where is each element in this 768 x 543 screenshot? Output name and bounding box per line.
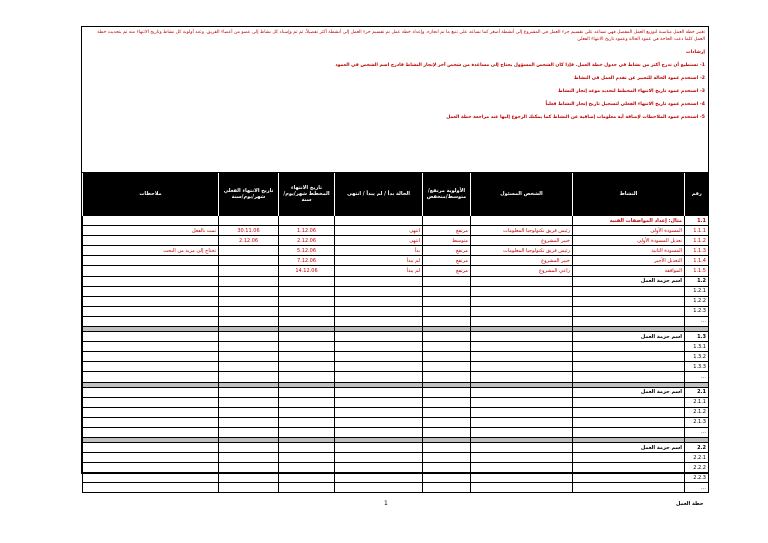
- col-header-notes: ملاحظات: [83, 173, 219, 216]
- cell-task: [573, 397, 685, 407]
- cell-planned: 14.12.06: [279, 266, 335, 276]
- table-row: [83, 417, 709, 427]
- cell-task: [573, 296, 685, 306]
- cell-task: مثال: إعداد المواصفات الفنية: [573, 216, 685, 226]
- cell-status: [335, 427, 423, 437]
- cell-planned: [279, 352, 335, 362]
- cell-owner: [471, 286, 573, 296]
- cell-task: [573, 342, 685, 352]
- cell-status: [335, 407, 423, 417]
- cell-status: [335, 397, 423, 407]
- cell-status: [335, 417, 423, 427]
- cell-notes: [83, 256, 219, 266]
- cell-actual: [219, 246, 279, 256]
- cell-num: …: [685, 427, 709, 437]
- cell-priority: [423, 306, 471, 316]
- table-row: [83, 362, 709, 372]
- cell-priority: [423, 397, 471, 407]
- cell-num: 2.2.2: [685, 463, 709, 473]
- cell-owner: [471, 453, 573, 463]
- cell-num: 2.1: [685, 387, 709, 397]
- cell-planned: [279, 306, 335, 316]
- cell-task: [573, 473, 685, 483]
- cell-owner: [471, 387, 573, 397]
- cell-actual: [219, 463, 279, 473]
- cell-actual: [219, 256, 279, 266]
- cell-planned: [279, 276, 335, 286]
- cell-num: 1.1.5: [685, 266, 709, 276]
- cell-notes: [83, 276, 219, 286]
- cell-actual: [219, 473, 279, 483]
- cell-task: [573, 417, 685, 427]
- cell-actual: [219, 216, 279, 226]
- cell-notes: [83, 397, 219, 407]
- cell-notes: [83, 427, 219, 437]
- cell-task: المسودة الثانية: [573, 246, 685, 256]
- cell-num: 2.2.3: [685, 473, 709, 483]
- cell-task: [573, 407, 685, 417]
- cell-num: 1.1.1: [685, 226, 709, 236]
- cell-planned: [279, 372, 335, 382]
- cell-task: اسم حزمة العمل: [573, 387, 685, 397]
- table-row: [83, 483, 709, 493]
- table-row: [83, 397, 709, 407]
- cell-status: [335, 453, 423, 463]
- cell-status: [335, 306, 423, 316]
- cell-num: 1.2: [685, 276, 709, 286]
- cell-priority: [423, 342, 471, 352]
- cell-num: …: [685, 483, 709, 493]
- col-header-owner: الشخص المسئول: [471, 173, 573, 216]
- cell-task: اسم حزمة العمل: [573, 442, 685, 452]
- cell-num: 1.3.2: [685, 352, 709, 362]
- cell-status: [335, 342, 423, 352]
- cell-task: [573, 286, 685, 296]
- cell-task: اسم حزمة العمل: [573, 332, 685, 342]
- cell-planned: [279, 216, 335, 226]
- cell-priority: [423, 463, 471, 473]
- cell-actual: [219, 266, 279, 276]
- cell-status: [335, 372, 423, 382]
- cell-priority: [423, 372, 471, 382]
- cell-planned: 1.12.06: [279, 226, 335, 236]
- cell-priority: [423, 216, 471, 226]
- table-row: [83, 286, 709, 296]
- cell-status: [335, 296, 423, 306]
- cell-actual: [219, 417, 279, 427]
- cell-priority: [423, 453, 471, 463]
- cell-notes: [83, 463, 219, 473]
- cell-owner: [471, 216, 573, 226]
- cell-status: لم يبدأ: [335, 266, 423, 276]
- cell-priority: مرتفع: [423, 246, 471, 256]
- table-row: [83, 226, 709, 236]
- cell-num: 1.1.2: [685, 236, 709, 246]
- cell-status: انتهى: [335, 226, 423, 236]
- cell-planned: [279, 342, 335, 352]
- cell-actual: [219, 352, 279, 362]
- table-row: [83, 473, 709, 483]
- cell-actual: [219, 387, 279, 397]
- cell-priority: [423, 442, 471, 452]
- cell-status: [335, 216, 423, 226]
- work-package-row: [83, 216, 709, 226]
- cell-notes: [83, 483, 219, 493]
- cell-priority: [423, 473, 471, 483]
- cell-actual: [219, 306, 279, 316]
- cell-status: [335, 352, 423, 362]
- cell-owner: [471, 276, 573, 286]
- cell-planned: [279, 332, 335, 342]
- cell-priority: مرتفع: [423, 256, 471, 266]
- cell-task: الموافقة: [573, 266, 685, 276]
- cell-priority: [423, 387, 471, 397]
- cell-actual: 2.12.06: [219, 236, 279, 246]
- cell-notes: [83, 332, 219, 342]
- table-row: [83, 427, 709, 437]
- cell-notes: [83, 306, 219, 316]
- table-row: [83, 407, 709, 417]
- cell-notes: [83, 453, 219, 463]
- cell-actual: [219, 427, 279, 437]
- cell-planned: [279, 427, 335, 437]
- cell-planned: [279, 286, 335, 296]
- table-row: [83, 352, 709, 362]
- instruction-item: 5- استخدم عمود الملاحظات لإضافة أية معلومات إضافية عن النشاط كما يمكنك الرجوع إليها عند مراجعة خطة العمل: [446, 115, 705, 120]
- cell-actual: [219, 372, 279, 382]
- cell-status: [335, 463, 423, 473]
- cell-status: [335, 387, 423, 397]
- cell-planned: [279, 362, 335, 372]
- cell-task: [573, 306, 685, 316]
- cell-priority: [423, 407, 471, 417]
- instruction-item: 3- استخدم عمود تاريخ الانتهاء المخطط لتحديد موعد إنجاز النشاط: [558, 89, 705, 94]
- cell-status: [335, 332, 423, 342]
- cell-owner: [471, 427, 573, 437]
- table-row: [83, 256, 709, 266]
- cell-notes: [83, 266, 219, 276]
- cell-owner: [471, 316, 573, 326]
- cell-planned: [279, 463, 335, 473]
- col-header-planned-date: تاريخ الانتهاء المخطط شهر/يوم/سنة: [279, 173, 335, 216]
- cell-planned: [279, 417, 335, 427]
- cell-notes: [83, 296, 219, 306]
- instruction-note: إرشادات: [685, 50, 705, 55]
- cell-priority: [423, 332, 471, 342]
- cell-status: [335, 276, 423, 286]
- cell-owner: رئيس فريق تكنولوجيا المعلومات: [471, 226, 573, 236]
- cell-task: [573, 316, 685, 326]
- cell-planned: [279, 387, 335, 397]
- cell-planned: [279, 316, 335, 326]
- cell-notes: [83, 372, 219, 382]
- cell-num: 2.1.3: [685, 417, 709, 427]
- work-plan-sheet: [81, 26, 709, 491]
- cell-priority: [423, 483, 471, 493]
- cell-priority: [423, 316, 471, 326]
- cell-priority: [423, 417, 471, 427]
- table-row: [83, 246, 709, 256]
- table-row: [83, 342, 709, 352]
- cell-num: 1.3.3: [685, 362, 709, 372]
- table-row: [83, 463, 709, 473]
- cell-status: انتهى: [335, 236, 423, 246]
- col-header-priority: الأولوية مرتفع/متوسط/منخفض: [423, 173, 471, 216]
- instruction-item: 1- تستطيع أن تدرج أكثر من نشاط في جدول خطة العمل. فإذا كان الشخص المسؤول يحتاج إلى مساعدة من شخص آخر لإنجاز النشاط فادرج اسم الشخص في العمود: [335, 63, 705, 68]
- cell-planned: [279, 483, 335, 493]
- cell-num: …: [685, 372, 709, 382]
- cell-owner: [471, 362, 573, 372]
- cell-actual: [219, 407, 279, 417]
- cell-notes: تمت بالفعل: [83, 226, 219, 236]
- cell-status: [335, 286, 423, 296]
- cell-actual: [219, 286, 279, 296]
- cell-actual: [219, 397, 279, 407]
- work-package-row: [83, 332, 709, 342]
- cell-num: 1.3: [685, 332, 709, 342]
- cell-priority: مرتفع: [423, 226, 471, 236]
- cell-notes: [83, 286, 219, 296]
- cell-num: 2.2: [685, 442, 709, 452]
- cell-owner: [471, 352, 573, 362]
- cell-actual: [219, 342, 279, 352]
- cell-priority: مرتفع: [423, 266, 471, 276]
- cell-planned: [279, 453, 335, 463]
- cell-notes: [83, 316, 219, 326]
- cell-owner: [471, 306, 573, 316]
- cell-task: التعديل الأخير: [573, 256, 685, 266]
- cell-task: [573, 453, 685, 463]
- cell-task: [573, 483, 685, 493]
- cell-priority: متوسط: [423, 236, 471, 246]
- cell-notes: [83, 387, 219, 397]
- cell-priority: [423, 276, 471, 286]
- cell-priority: [423, 362, 471, 372]
- cell-owner: [471, 296, 573, 306]
- cell-task: [573, 352, 685, 362]
- cell-priority: [423, 427, 471, 437]
- work-package-row: [83, 276, 709, 286]
- cell-planned: [279, 407, 335, 417]
- cell-owner: [471, 483, 573, 493]
- table-header-row: [83, 173, 709, 216]
- cell-owner: [471, 332, 573, 342]
- cell-num: 1.2.3: [685, 306, 709, 316]
- cell-status: [335, 442, 423, 452]
- cell-priority: [423, 296, 471, 306]
- cell-owner: [471, 372, 573, 382]
- work-plan-table: [82, 173, 709, 493]
- cell-status: [335, 362, 423, 372]
- cell-notes: [83, 352, 219, 362]
- cell-status: [335, 483, 423, 493]
- cell-notes: [83, 216, 219, 226]
- cell-owner: [471, 463, 573, 473]
- cell-actual: [219, 296, 279, 306]
- cell-num: 2.1.1: [685, 397, 709, 407]
- cell-notes: [83, 236, 219, 246]
- cell-num: 2.1.2: [685, 407, 709, 417]
- cell-notes: [83, 442, 219, 452]
- cell-planned: 5.12.06: [279, 246, 335, 256]
- cell-notes: [83, 417, 219, 427]
- cell-num: 2.2.1: [685, 453, 709, 463]
- cell-task: اسم حزمة العمل: [573, 276, 685, 286]
- table-row: [83, 306, 709, 316]
- cell-actual: [219, 332, 279, 342]
- cell-planned: [279, 397, 335, 407]
- col-header-num: رقم: [685, 173, 709, 216]
- cell-status: [335, 473, 423, 483]
- instructions-box: [82, 27, 708, 173]
- col-header-status: الحالة بدأ / لم يبدأ / انتهى: [335, 173, 423, 216]
- cell-planned: [279, 442, 335, 452]
- instruction-item: 2- استخدم عمود الحالة للتعبير عن تقدم العمل في النشاط: [573, 76, 705, 81]
- cell-task: [573, 362, 685, 372]
- page-number: 1: [384, 500, 388, 507]
- cell-owner: [471, 473, 573, 483]
- cell-owner: رئيس فريق تكنولوجيا المعلومات: [471, 246, 573, 256]
- cell-owner: راعي المشروع: [471, 266, 573, 276]
- instruction-intro: تعتبر خطة العمل مناسبة لتوزيع العمل المفصل فهي تساعد على تقسيم جزء العمل في المشروع إلى أنشطة أصغر كما تساعد على تتبع ما تم انجازه. وإعداد خطة عمل تم تقسيم جزء العمل إلى أنشطة أكثر تفصيلاً، ثم تم وإسناد كل نشاط إلى عضو من أعضاء الفريق. وعند أولوية كل نشاط وتاريخ الانتهاء منه ثم بتحديث خطة العمل كلما دعت الحاجة في عمود الحالة وعمود تاريخ الانتهاء الفعلي: [97, 30, 705, 42]
- cell-actual: [219, 276, 279, 286]
- cell-actual: [219, 316, 279, 326]
- cell-task: المسودة الأولى: [573, 226, 685, 236]
- col-header-task: النشاط: [573, 173, 685, 216]
- table-row: [83, 296, 709, 306]
- work-package-row: [83, 387, 709, 397]
- cell-task: [573, 463, 685, 473]
- cell-owner: [471, 407, 573, 417]
- cell-owner: [471, 417, 573, 427]
- cell-status: [335, 316, 423, 326]
- cell-owner: خبير المشروع: [471, 236, 573, 246]
- cell-status: لم يبدأ: [335, 256, 423, 266]
- cell-actual: [219, 453, 279, 463]
- cell-task: [573, 372, 685, 382]
- cell-actual: [219, 362, 279, 372]
- cell-notes: [83, 362, 219, 372]
- cell-notes: [83, 342, 219, 352]
- cell-num: 1.1.3: [685, 246, 709, 256]
- cell-priority: [423, 352, 471, 362]
- cell-task: تعديل المسودة الأولى: [573, 236, 685, 246]
- cell-planned: [279, 296, 335, 306]
- col-header-actual-date: تاريخ الانتهاء الفعلي شهر/يوم/سنة: [219, 173, 279, 216]
- table-row: [83, 372, 709, 382]
- cell-num: 1.3.1: [685, 342, 709, 352]
- cell-owner: خبير المشروع: [471, 256, 573, 266]
- cell-num: 1.2.1: [685, 286, 709, 296]
- cell-priority: [423, 286, 471, 296]
- table-row: [83, 316, 709, 326]
- cell-planned: 2.12.06: [279, 236, 335, 246]
- cell-num: 1.1.4: [685, 256, 709, 266]
- footer-title: خطة العمل: [676, 501, 704, 507]
- cell-task: [573, 427, 685, 437]
- table-row: [83, 266, 709, 276]
- cell-notes: [83, 473, 219, 483]
- cell-owner: [471, 442, 573, 452]
- cell-actual: 30.11.06: [219, 226, 279, 236]
- cell-num: 1.1: [685, 216, 709, 226]
- cell-planned: [279, 473, 335, 483]
- instruction-item: 4- استخدم عمود تاريخ الانتهاء الفعلي لتسجيل تاريخ إنجاز النشاط فعلياً: [545, 102, 705, 107]
- cell-actual: [219, 483, 279, 493]
- cell-notes: [83, 407, 219, 417]
- cell-owner: [471, 397, 573, 407]
- cell-status: بدأ: [335, 246, 423, 256]
- cell-notes: تحتاج إلى مزيد من البحث: [83, 246, 219, 256]
- work-package-row: [83, 442, 709, 452]
- table-row: [83, 236, 709, 246]
- cell-num: …: [685, 316, 709, 326]
- cell-actual: [219, 442, 279, 452]
- table-row: [83, 453, 709, 463]
- cell-num: 1.2.2: [685, 296, 709, 306]
- cell-planned: 7.12.06: [279, 256, 335, 266]
- cell-owner: [471, 342, 573, 352]
